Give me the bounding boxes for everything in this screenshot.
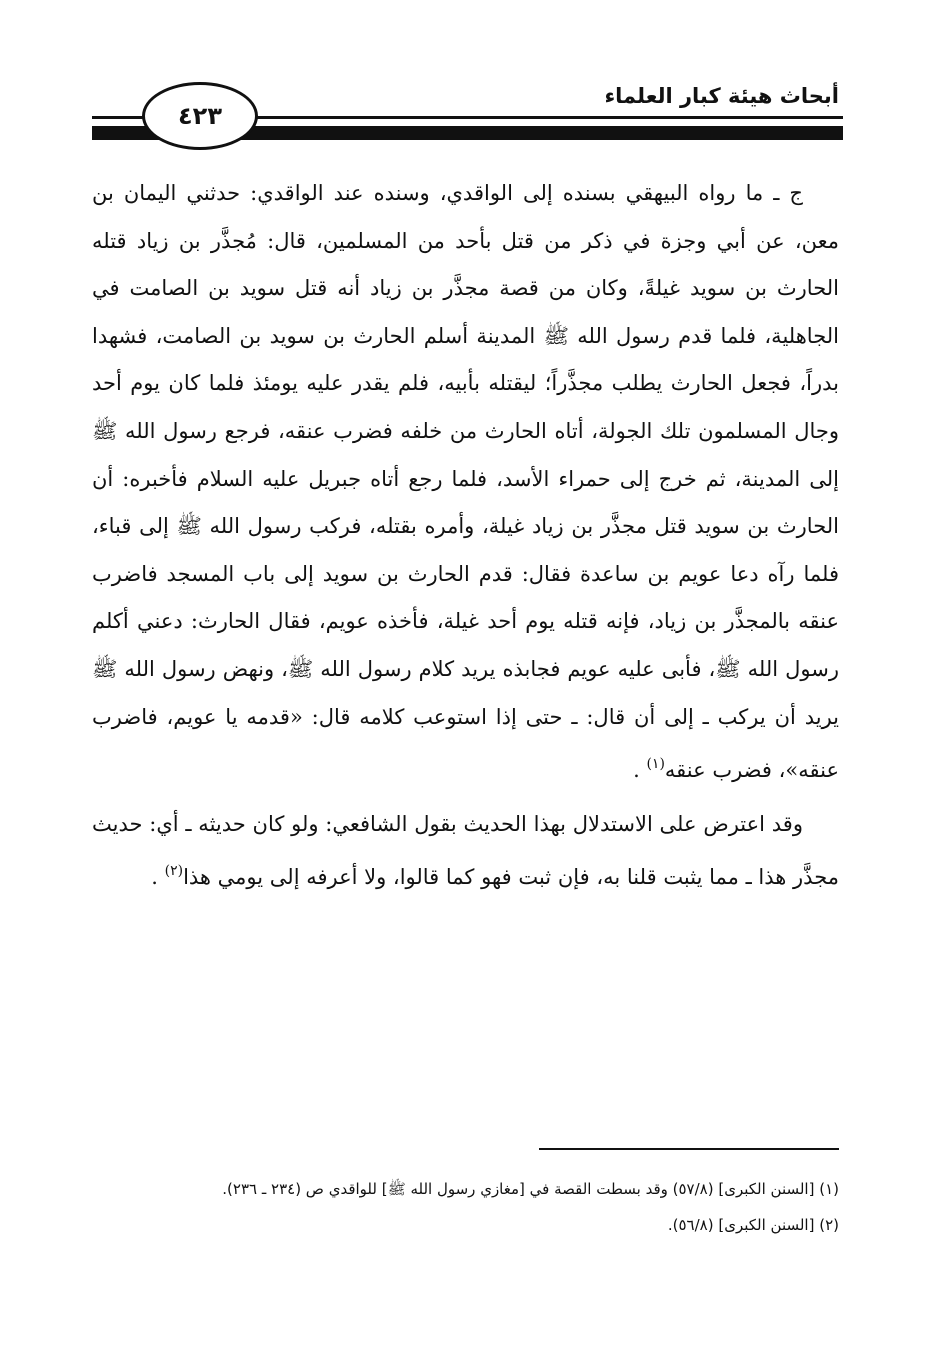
footnote-separator [539,1148,839,1150]
paragraph-hadith [92,170,839,795]
running-title: أبحاث هيئة كبار العلماء [604,84,839,108]
footnote-1: (١) [السنن الكبرى] (٥٧/٨) وقد بسطت القصة في [مغازي رسول الله ﷺ] للواقدي ص (٢٣٤ ـ ٢٣٦). [222,1180,839,1198]
footnote-ref-2: (٢) [164,863,184,880]
page-number: ٤٢٣ [178,102,222,130]
paragraph-objection [92,801,839,902]
paragraph-hadith-text: ج ـ ما رواه البيهقي بسنده إلى الواقدي، وسنده عند الواقدي: حدثني اليمان بن معن، عن أبي وجزة في ذكر من قتل بأحد من المسلمين، قال: مُجذَّر بن زياد قتله الحارث بن سويد غيلةً، وكان من قصة مجذَّر بن زياد أنه قتل سويد بن الصامت في الجاهلية، فلما قدم رسول الله ﷺ المدينة أسلم الحارث بن سويد بن الصامت، فشهدا بدراً، فجعل الحارث يطلب مجذَّراً؛ ليقتله بأبيه، فلم يقدر عليه يومئذ فلما كان يوم أحد وجال المسلمون تلك الجولة، أتاه الحارث من خلفه فضرب عنقه، فرجع رسول الله ﷺ إلى المدينة، ثم خرج إلى حمراء الأسد، فلما رجع أتاه جبريل عليه السلام فأخبره: أن الحارث بن سويد قتل مجذَّر بن زياد غيلة، وأمره بقتله، فركب رسول الله ﷺ إلى قباء، فلما رآه دعا عويم بن ساعدة فقال: قدم الحارث بن سويد إلى باب المسجد فاضرب عنقه بالمجذَّر بن زياد، فإنه قتله يوم أحد غيلة، فأخذه عويم، فقال الحارث: دعني أكلم رسول الله ﷺ، فأبى عليه عويم فجابذه يريد كلام رسول الله ﷺ، ونهض رسول الله ﷺ يريد أن يركب ـ إلى أن قال: ـ حتى إذا استوعب كلامه قال: «قدمه يا عويم، فاضرب عنقه»، فضرب عنقه [92,181,839,783]
paragraph-hadith-end: . [633,758,647,783]
footnote-2: (٢) [السنن الكبرى] (٥٦/٨). [667,1216,839,1234]
page-number-oval [142,82,258,150]
main-text [92,170,839,902]
paragraph-objection-text: وقد اعترض على الاستدلال بهذا الحديث بقول الشافعي: ولو كان حديثه ـ أي: حديث مجذَّر هذا ـ مما يثبت قلنا به، فإن ثبت فهو كما قالوا، ولا أعرفه إلى يومي هذا [92,811,839,890]
footnotes [92,1174,839,1246]
paragraph-objection-end: . [151,865,165,890]
footnote-ref-1: (١) [646,756,665,773]
